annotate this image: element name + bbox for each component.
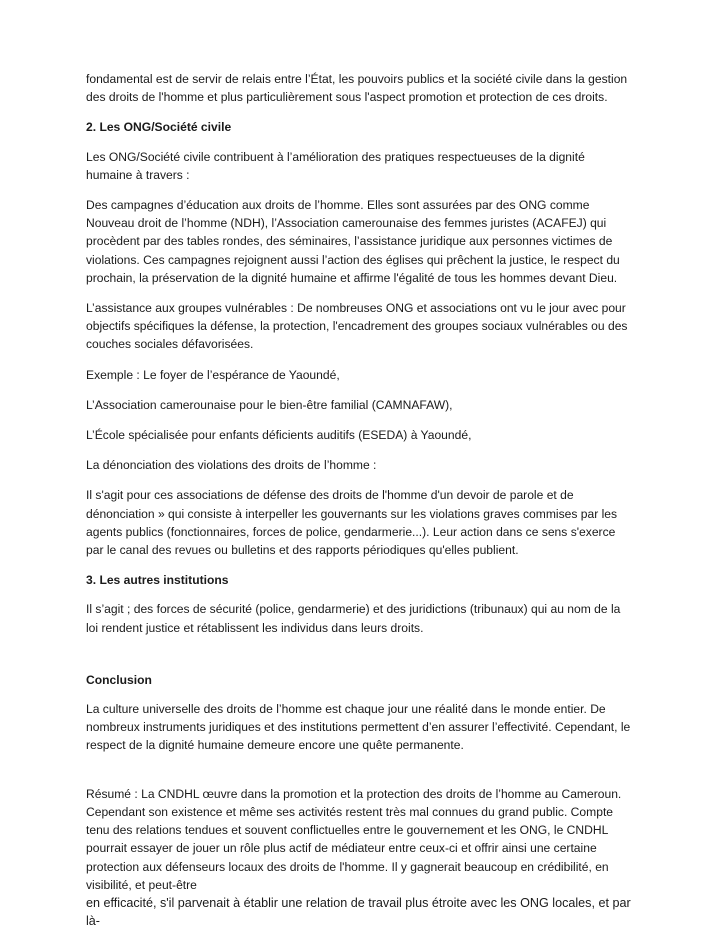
paragraph-ong-intro: Les ONG/Société civile contribuent à l’amélioration des pratiques respectueuses de la dignité humaine à travers :	[86, 149, 585, 182]
paragraph-assistance: L’assistance aux groupes vulnérables : De nombreuses ONG et associations ont vu le jour avec pour objectifs spécifiques la défense, la protection, l'encadrement des groupes sociaux vulnérables ou des couches sociales défavorisées.	[86, 301, 628, 352]
paragraph-conclusion: La culture universelle des droits de l’homme est chaque jour une réalité dans le monde entier. De nombreux instruments juridiques et des institutions permettent d’en assurer l’effectivité. Cependant, le respect de la dignité humaine demeure encore une quête permanente.	[86, 702, 631, 753]
heading-conclusion: Conclusion	[86, 672, 152, 687]
paragraph-camnafaw: L’Association camerounaise pour le bien-être familial (CAMNAFAW),	[86, 397, 453, 412]
paragraph-autres: Il s’agit ; des forces de sécurité (police, gendarmerie) et des juridictions (tribunaux) qui au nom de la loi rendent justice et rétablissent les individus dans leurs droits.	[86, 602, 621, 635]
paragraph-eseda: L’École spécialisée pour enfants déficients auditifs (ESEDA) à Yaoundé,	[86, 428, 472, 443]
paragraph-devoir: Il s'agit pour ces associations de défense des droits de l'homme d'un devoir de parole et de dénonciation » qui consiste à interpeller les gouvernants sur les violations graves commises par les agents publics (fonctionnaires, forces de police, gendarmerie...). Leur action dans ce sens s'exerce par le canal des revues ou bulletins et des rapports périodiques qu'elles publient.	[86, 488, 618, 558]
paragraph-last-line: en efficacité, s'il parvenait à établir une relation de travail plus étroite avec les ONG locales, et par là-	[86, 895, 631, 929]
heading-autres: 3. Les autres institutions	[86, 573, 229, 588]
paragraph-exemple: Exemple : Le foyer de l’espérance de Yaoundé,	[86, 367, 340, 382]
paragraph-campagnes: Des campagnes d’éducation aux droits de l’homme. Elles sont assurées par des ONG comme Nouveau droit de l’homme (NDH), l’Association camerounaise des femmes juristes (ACAFEJ) qui procèdent par des tables rondes, des séminaires, l’assistance juridique aux personnes victimes de violations. Ces campagnes rejoignent aussi l’action des églises qui prêchent la justice, le respect du prochain, la préservation de la dignité humaine et affirme l'égalité de tous les hommes devant Dieu.	[86, 198, 620, 285]
paragraph-intro: fondamental est de servir de relais entre l’État, les pouvoirs publics et la société civile dans la gestion des droits de l'homme et plus particulièrement sous l'aspect promotion et protection de ces droits.	[86, 72, 628, 105]
paragraph-resume: Résumé : La CNDHL œuvre dans la promotion et la protection des droits de l’homme au Cameroun. Cependant son existence et même ses activités restent très mal connues du grand public. Compte tenu des relations tendues et souvent conflictuelles entre le gouvernement et les ONG, le CNDHL pourrait essayer de jouer un rôle plus actif de médiateur entre ceux-ci et offrir ainsi une certaine protection aux défenseurs locaux des droits de l'homme. Il y gagnerait beaucoup en crédibilité, en visibilité, et peut-être	[86, 786, 622, 892]
heading-ong: 2. Les ONG/Société civile	[86, 120, 232, 135]
paragraph-denonciation: La dénonciation des violations des droits de l’homme :	[86, 458, 377, 473]
